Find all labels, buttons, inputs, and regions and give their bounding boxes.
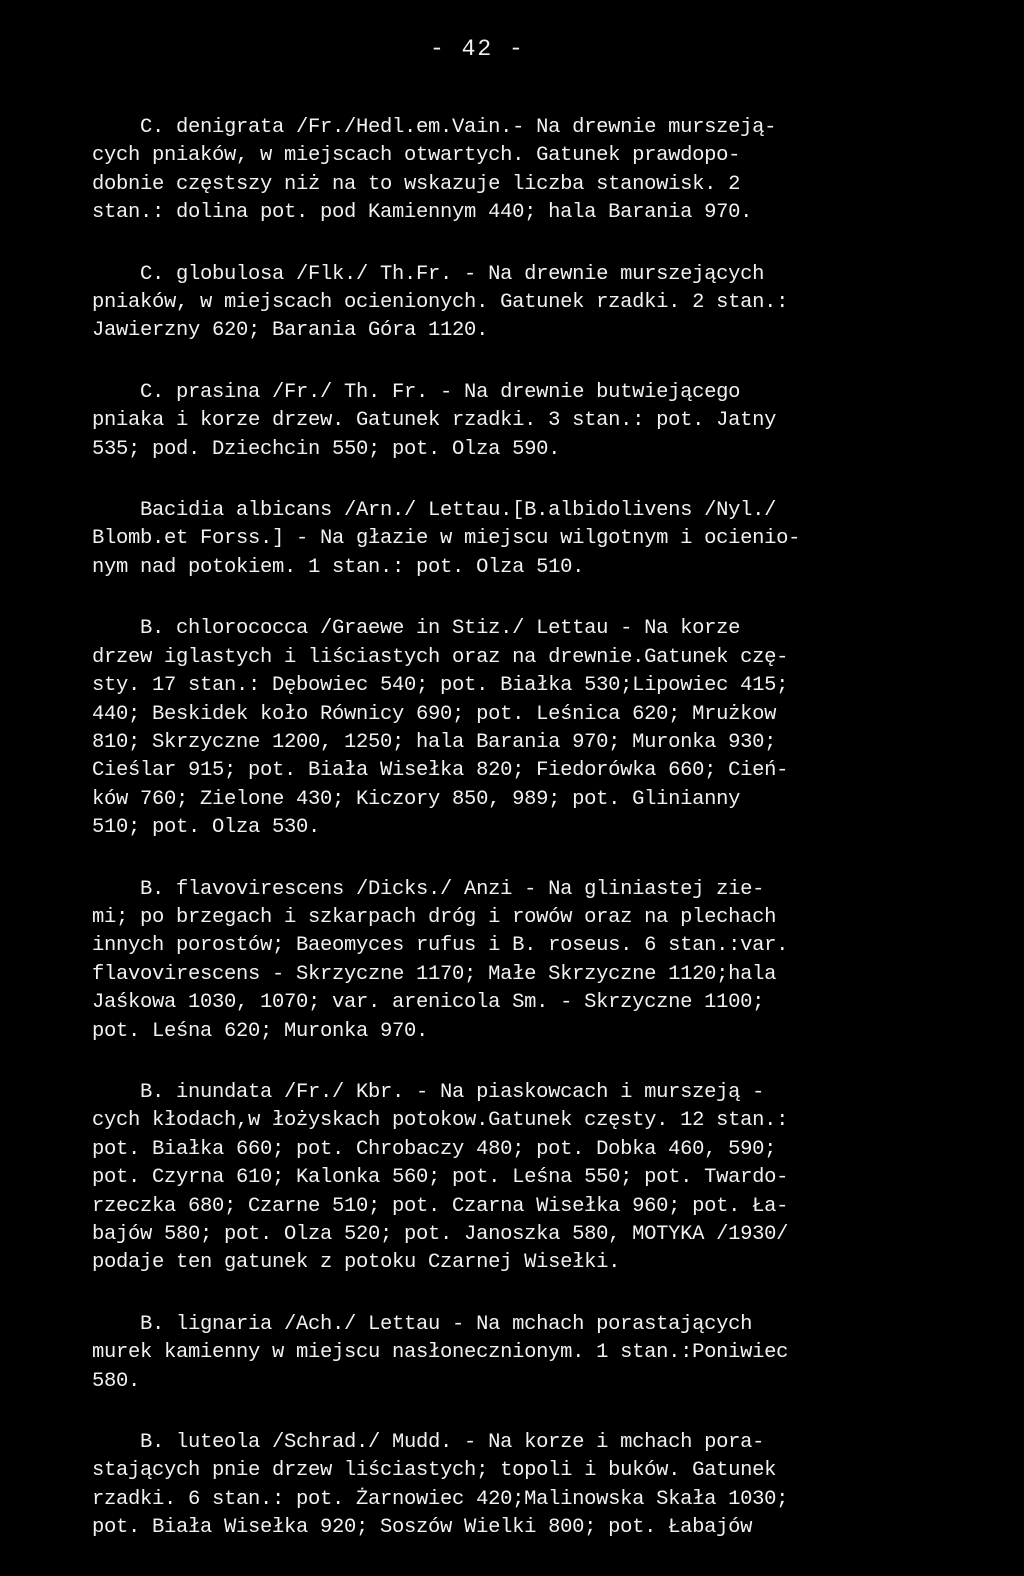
species-entry: [92, 497, 940, 582]
text-line: B. flavovirescens /Dicks./ Anzi - Na gliniastej zie-: [92, 877, 765, 901]
text-line: Jawierzny 620; Barania Góra 1120.: [92, 319, 489, 343]
species-entry: [92, 1311, 940, 1396]
text-line: B. chlorococca /Graewe in Stiz./ Lettau - Na korze: [92, 617, 741, 641]
text-line: B. lignaria /Ach./ Lettau - Na mchach porastających: [92, 1312, 753, 1336]
text-line: C. denigrata /Fr./Hedl.em.Vain.- Na drewnie murszeją-: [92, 116, 777, 139]
text-line: pot. Czyrna 610; Kalonka 560; pot. Leśna 550; pot. Twardo-: [92, 1166, 789, 1190]
text-line: cych kłodach,w łożyskach potokow.Gatunek częsty. 12 stan.:: [92, 1109, 789, 1133]
text-line: pot. Białka 660; pot. Chrobaczy 480; pot. Dobka 460, 590;: [92, 1137, 777, 1161]
species-entry: [92, 615, 940, 842]
species-entry: [92, 876, 940, 1046]
text-line: Cieślar 915; pot. Biała Wisełka 820; Fiedorówka 660; Cień-: [92, 759, 789, 783]
species-entry: [92, 261, 940, 346]
text-line: pniaka i korze drzew. Gatunek rzadki. 3 stan.: pot. Jatny: [92, 409, 777, 433]
text-line: drzew iglastych i liściastych oraz na drewnie.Gatunek czę-: [92, 645, 789, 669]
text-line: sty. 17 stan.: Dębowiec 540; pot. Białka 530;Lipowiec 415;: [92, 674, 789, 698]
text-line: bajów 580; pot. Olza 520; pot. Janoszka 580, MOTYKA /1930/: [92, 1223, 789, 1246]
text-line: C. prasina /Fr./ Th. Fr. - Na drewnie butwiejącego: [92, 380, 741, 404]
species-entry: [92, 114, 940, 228]
text-line: murek kamienny w miejscu nasłonecznionym. 1 stan.:Poniwiec: [92, 1341, 789, 1365]
text-line: innych porostów; Baeomyces rufus i B. roseus. 6 stan.:var.: [92, 934, 789, 958]
text-line: pniaków, w miejscach ocienionych. Gatunek rzadki. 2 stan.:: [92, 291, 789, 315]
text-line: 510; pot. Olza 530.: [92, 816, 321, 840]
text-line: dobnie częstszy niż na to wskazuje liczba stanowisk. 2: [92, 172, 741, 196]
text-line: Jaśkowa 1030, 1070; var. arenicola Sm. - Skrzyczne 1100;: [92, 991, 765, 1015]
document-body: [92, 114, 940, 1576]
text-line: ków 760; Zielone 430; Kiczory 850, 989; pot. Glinianny: [92, 787, 741, 811]
text-line: Blomb.et Forss.] - Na głazie w miejscu wilgotnym i ocienio-: [92, 527, 801, 551]
text-line: pot. Biała Wisełka 920; Soszów Wielki 800; pot. Łabajów: [92, 1516, 753, 1540]
text-line: podaje ten gatunek z potoku Czarnej Wisełki.: [92, 1251, 621, 1275]
page-number: - 42 -: [430, 36, 525, 62]
text-line: flavovirescens - Skrzyczne 1170; Małe Skrzyczne 1120;hala: [92, 962, 777, 986]
species-entry: [92, 379, 940, 464]
text-line: pot. Leśna 620; Muronka 970.: [92, 1019, 429, 1043]
text-line: B. luteola /Schrad./ Mudd. - Na korze i mchach pora-: [92, 1431, 765, 1455]
text-line: B. inundata /Fr./ Kbr. - Na piaskowcach i murszeją -: [92, 1080, 765, 1104]
text-line: 440; Beskidek koło Równicy 690; pot. Leśnica 620; Mrużkow: [92, 702, 777, 726]
text-line: 810; Skrzyczne 1200, 1250; hala Barania 970; Muronka 930;: [92, 730, 777, 754]
text-line: rzeczka 680; Czarne 510; pot. Czarna Wisełka 960; pot. Ła-: [92, 1194, 789, 1218]
text-line: 580.: [92, 1369, 141, 1393]
species-entry: [92, 1429, 940, 1543]
text-line: C. globulosa /Flk./ Th.Fr. - Na drewnie murszejących: [92, 262, 765, 286]
text-line: mi; po brzegach i szkarpach dróg i rowów oraz na plechach: [92, 905, 777, 929]
text-line: nym nad potokiem. 1 stan.: pot. Olza 510.: [92, 555, 585, 579]
text-line: 535; pod. Dziechcin 550; pot. Olza 590.: [92, 437, 561, 461]
text-line: Bacidia albicans /Arn./ Lettau.[B.albidolivens /Nyl./: [92, 499, 777, 523]
text-line: stających pnie drzew liściastych; topoli i buków. Gatunek: [92, 1459, 777, 1483]
text-line: cych pniaków, w miejscach otwartych. Gatunek prawdopo-: [92, 144, 741, 168]
text-line: rzadki. 6 stan.: pot. Żarnowiec 420;Malinowska Skała 1030;: [92, 1487, 789, 1511]
text-line: stan.: dolina pot. pod Kamiennym 440; hala Barania 970.: [92, 201, 753, 225]
species-entry: [92, 1079, 940, 1278]
